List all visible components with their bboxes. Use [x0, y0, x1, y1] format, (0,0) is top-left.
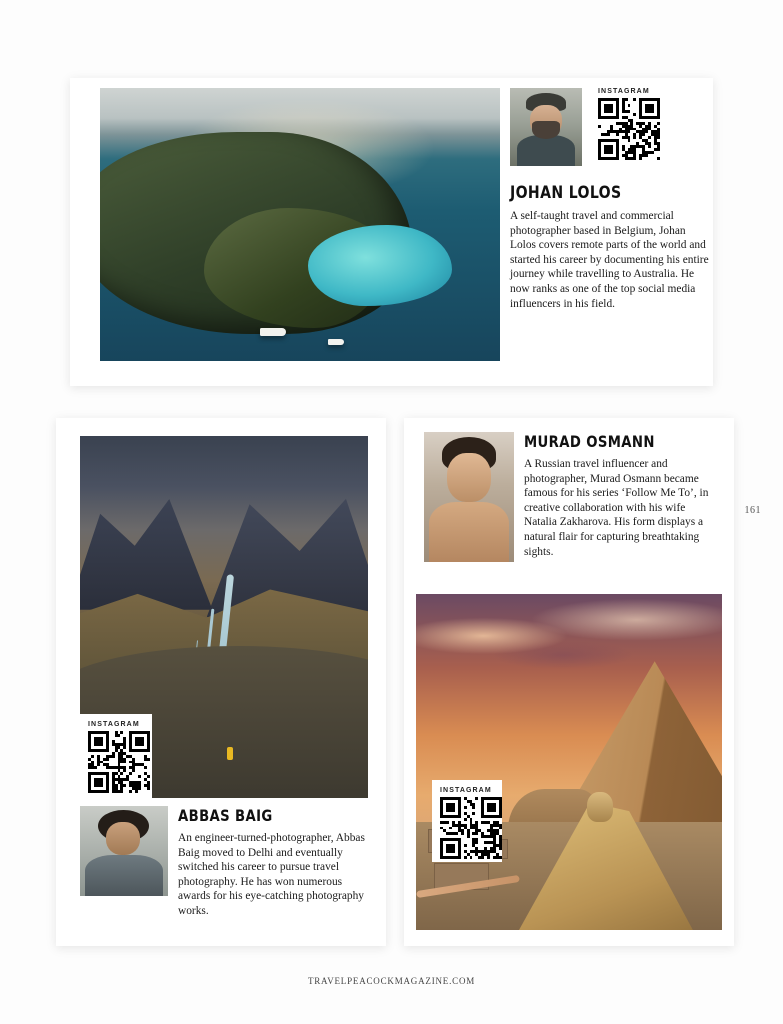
profile-name: JOHAN LOLOS	[510, 183, 622, 203]
mountain-peak-left	[80, 487, 212, 610]
profile-card-johan-lolos	[70, 78, 713, 386]
hero-image-johan-lolos	[100, 88, 500, 361]
qr-code-icon[interactable]	[598, 98, 660, 160]
profile-bio: A self-taught travel and commercial photographer based in Belgium, Johan Lolos covers remote parts of the world and started his career by documenting his entire journey while travelling to Australia. He now ranks as one of the top social media influencers in his field.	[510, 210, 709, 310]
portrait-illustration	[424, 432, 514, 562]
portrait-illustration	[80, 806, 168, 896]
portrait-body	[429, 502, 508, 562]
portrait-abbas-baig	[80, 806, 168, 896]
instagram-label: INSTAGRAM	[598, 88, 650, 95]
profile-text-johan-lolos	[510, 183, 710, 311]
portrait-face	[106, 822, 139, 854]
portrait-illustration	[510, 88, 582, 166]
profile-card-murad-osmann	[404, 418, 734, 946]
page-number: 161	[744, 505, 761, 516]
qr-code-icon[interactable]	[88, 731, 150, 793]
profile-text-abbas-baig	[178, 806, 368, 919]
figure-head	[587, 792, 613, 822]
boat-icon	[260, 328, 286, 336]
hiker-figure	[227, 747, 233, 760]
pyramid-scene-illustration	[416, 594, 722, 930]
instagram-label: INSTAGRAM	[440, 787, 492, 794]
boat-icon-secondary	[328, 339, 344, 345]
instagram-qr-johan-lolos[interactable]	[598, 88, 676, 166]
profile-name: ABBAS BAIG	[178, 806, 273, 825]
portrait-murad-osmann	[424, 432, 514, 562]
instagram-qr-murad-osmann[interactable]	[432, 780, 502, 862]
qr-code-icon[interactable]	[440, 797, 502, 859]
instagram-qr-abbas-baig[interactable]	[80, 714, 152, 798]
portrait-face	[447, 453, 490, 502]
lagoon-shape	[308, 225, 452, 307]
profile-name: MURAD OSMANN	[524, 432, 655, 451]
portrait-body	[517, 135, 575, 166]
footer-url: TRAVELPEACOCKMAGAZINE.COM	[307, 976, 476, 986]
portrait-johan-lolos	[510, 88, 582, 166]
profile-text-murad-osmann	[524, 432, 716, 559]
portrait-body	[85, 855, 162, 896]
profile-card-abbas-baig	[56, 418, 386, 946]
aerial-coast-illustration	[100, 88, 500, 361]
hero-image-murad-osmann	[416, 594, 722, 930]
instagram-label: INSTAGRAM	[88, 721, 140, 728]
profile-bio: A Russian travel influencer and photographer, Murad Osmann became famous for his series ‘Follow Me To’, in creative collaboration with his wife Natalia Zakharova. His form displays a natural flair for capturing breathtaking sights.	[524, 458, 709, 558]
profile-bio: An engineer-turned-photographer, Abbas Baig moved to Delhi and eventually switched his career to pursue travel photography. He has won numerous awards for his eye-catching photography works.	[178, 832, 365, 917]
